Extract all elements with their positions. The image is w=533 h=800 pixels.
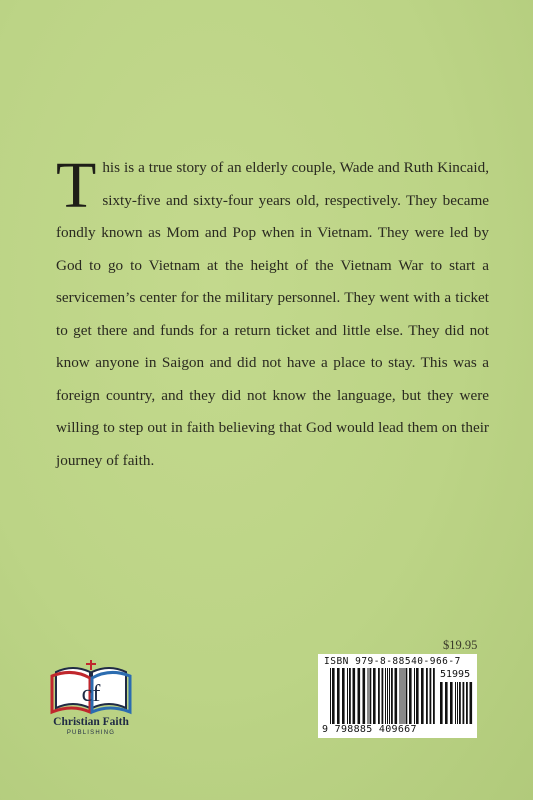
- barcode-bar: [332, 668, 335, 724]
- blurb-text: his is a true story of an elderly couple, Wade and Ruth Kincaid, sixty-five and sixty-four years old, respectively. They became fondly known as Mom and Pop when in Vietnam. They were led by God to go to Vietnam at the height of the Vietnam War to start a servicemen’s center for the military personnel. They went with a ticket to get there and funds for a return ticket and little else. They did not know anyone in Saigon and did not have a place to stay. This was a foreign country, and they did not know the language, but they were willing to step out in faith believing that God would lead them on their journey of faith.: [56, 159, 489, 469]
- isbn-label: ISBN 979-8-88540-966-7: [324, 656, 461, 667]
- barcode-bar: [382, 668, 384, 724]
- barcode-bar: [466, 682, 468, 724]
- barcode-bar: [445, 682, 448, 724]
- barcode-bar: [416, 668, 419, 724]
- barcode-bar: [387, 668, 388, 724]
- barcode-bar: [457, 682, 458, 724]
- barcode-bar: [404, 668, 405, 724]
- barcode-bar: [470, 682, 473, 724]
- barcode-bar: [402, 668, 403, 724]
- back-cover-blurb: [56, 149, 489, 477]
- barcode-bar: [337, 668, 340, 724]
- barcode-bar: [459, 682, 461, 724]
- barcode-bar: [342, 668, 345, 724]
- publisher-logo: [46, 658, 136, 742]
- isbn-barcode: [318, 654, 477, 738]
- drop-cap: T: [56, 149, 97, 222]
- logo-letters: cf: [81, 681, 101, 707]
- barcode-bar: [395, 668, 398, 724]
- barcode-bar: [450, 682, 453, 724]
- barcode-bar: [463, 682, 465, 724]
- price-code: 51995: [440, 669, 471, 680]
- barcode-bar: [409, 668, 412, 724]
- barcode-bar: [349, 668, 351, 724]
- barcode-bar: [440, 682, 443, 724]
- publisher-subname: PUBLISHING: [66, 730, 116, 736]
- barcode-bar: [400, 668, 401, 724]
- barcode-bar: [430, 668, 432, 724]
- price-label: $19.95: [443, 638, 478, 652]
- barcode-bar: [433, 668, 435, 724]
- ean-digits: 9 798885 409667: [322, 724, 417, 735]
- barcode-bar: [373, 668, 376, 724]
- barcode-bar: [368, 668, 369, 724]
- barcode-bar: [358, 668, 361, 724]
- barcode-bar: [414, 668, 415, 724]
- barcode-bar: [330, 668, 331, 724]
- barcode-bar: [455, 682, 456, 724]
- barcode-bar: [353, 668, 356, 724]
- barcode-bar: [389, 668, 390, 724]
- barcode-bar: [347, 668, 348, 724]
- barcode-bar: [421, 668, 424, 724]
- publisher-name: Christian Faith: [53, 716, 129, 728]
- barcode-bar: [370, 668, 372, 724]
- barcode-bar: [378, 668, 380, 724]
- barcode-bar: [385, 668, 386, 724]
- barcode-bar: [406, 668, 408, 724]
- open-book-icon: [46, 658, 136, 716]
- barcode-bar: [426, 668, 428, 724]
- barcode-bar: [363, 668, 366, 724]
- barcode-bar: [391, 668, 393, 724]
